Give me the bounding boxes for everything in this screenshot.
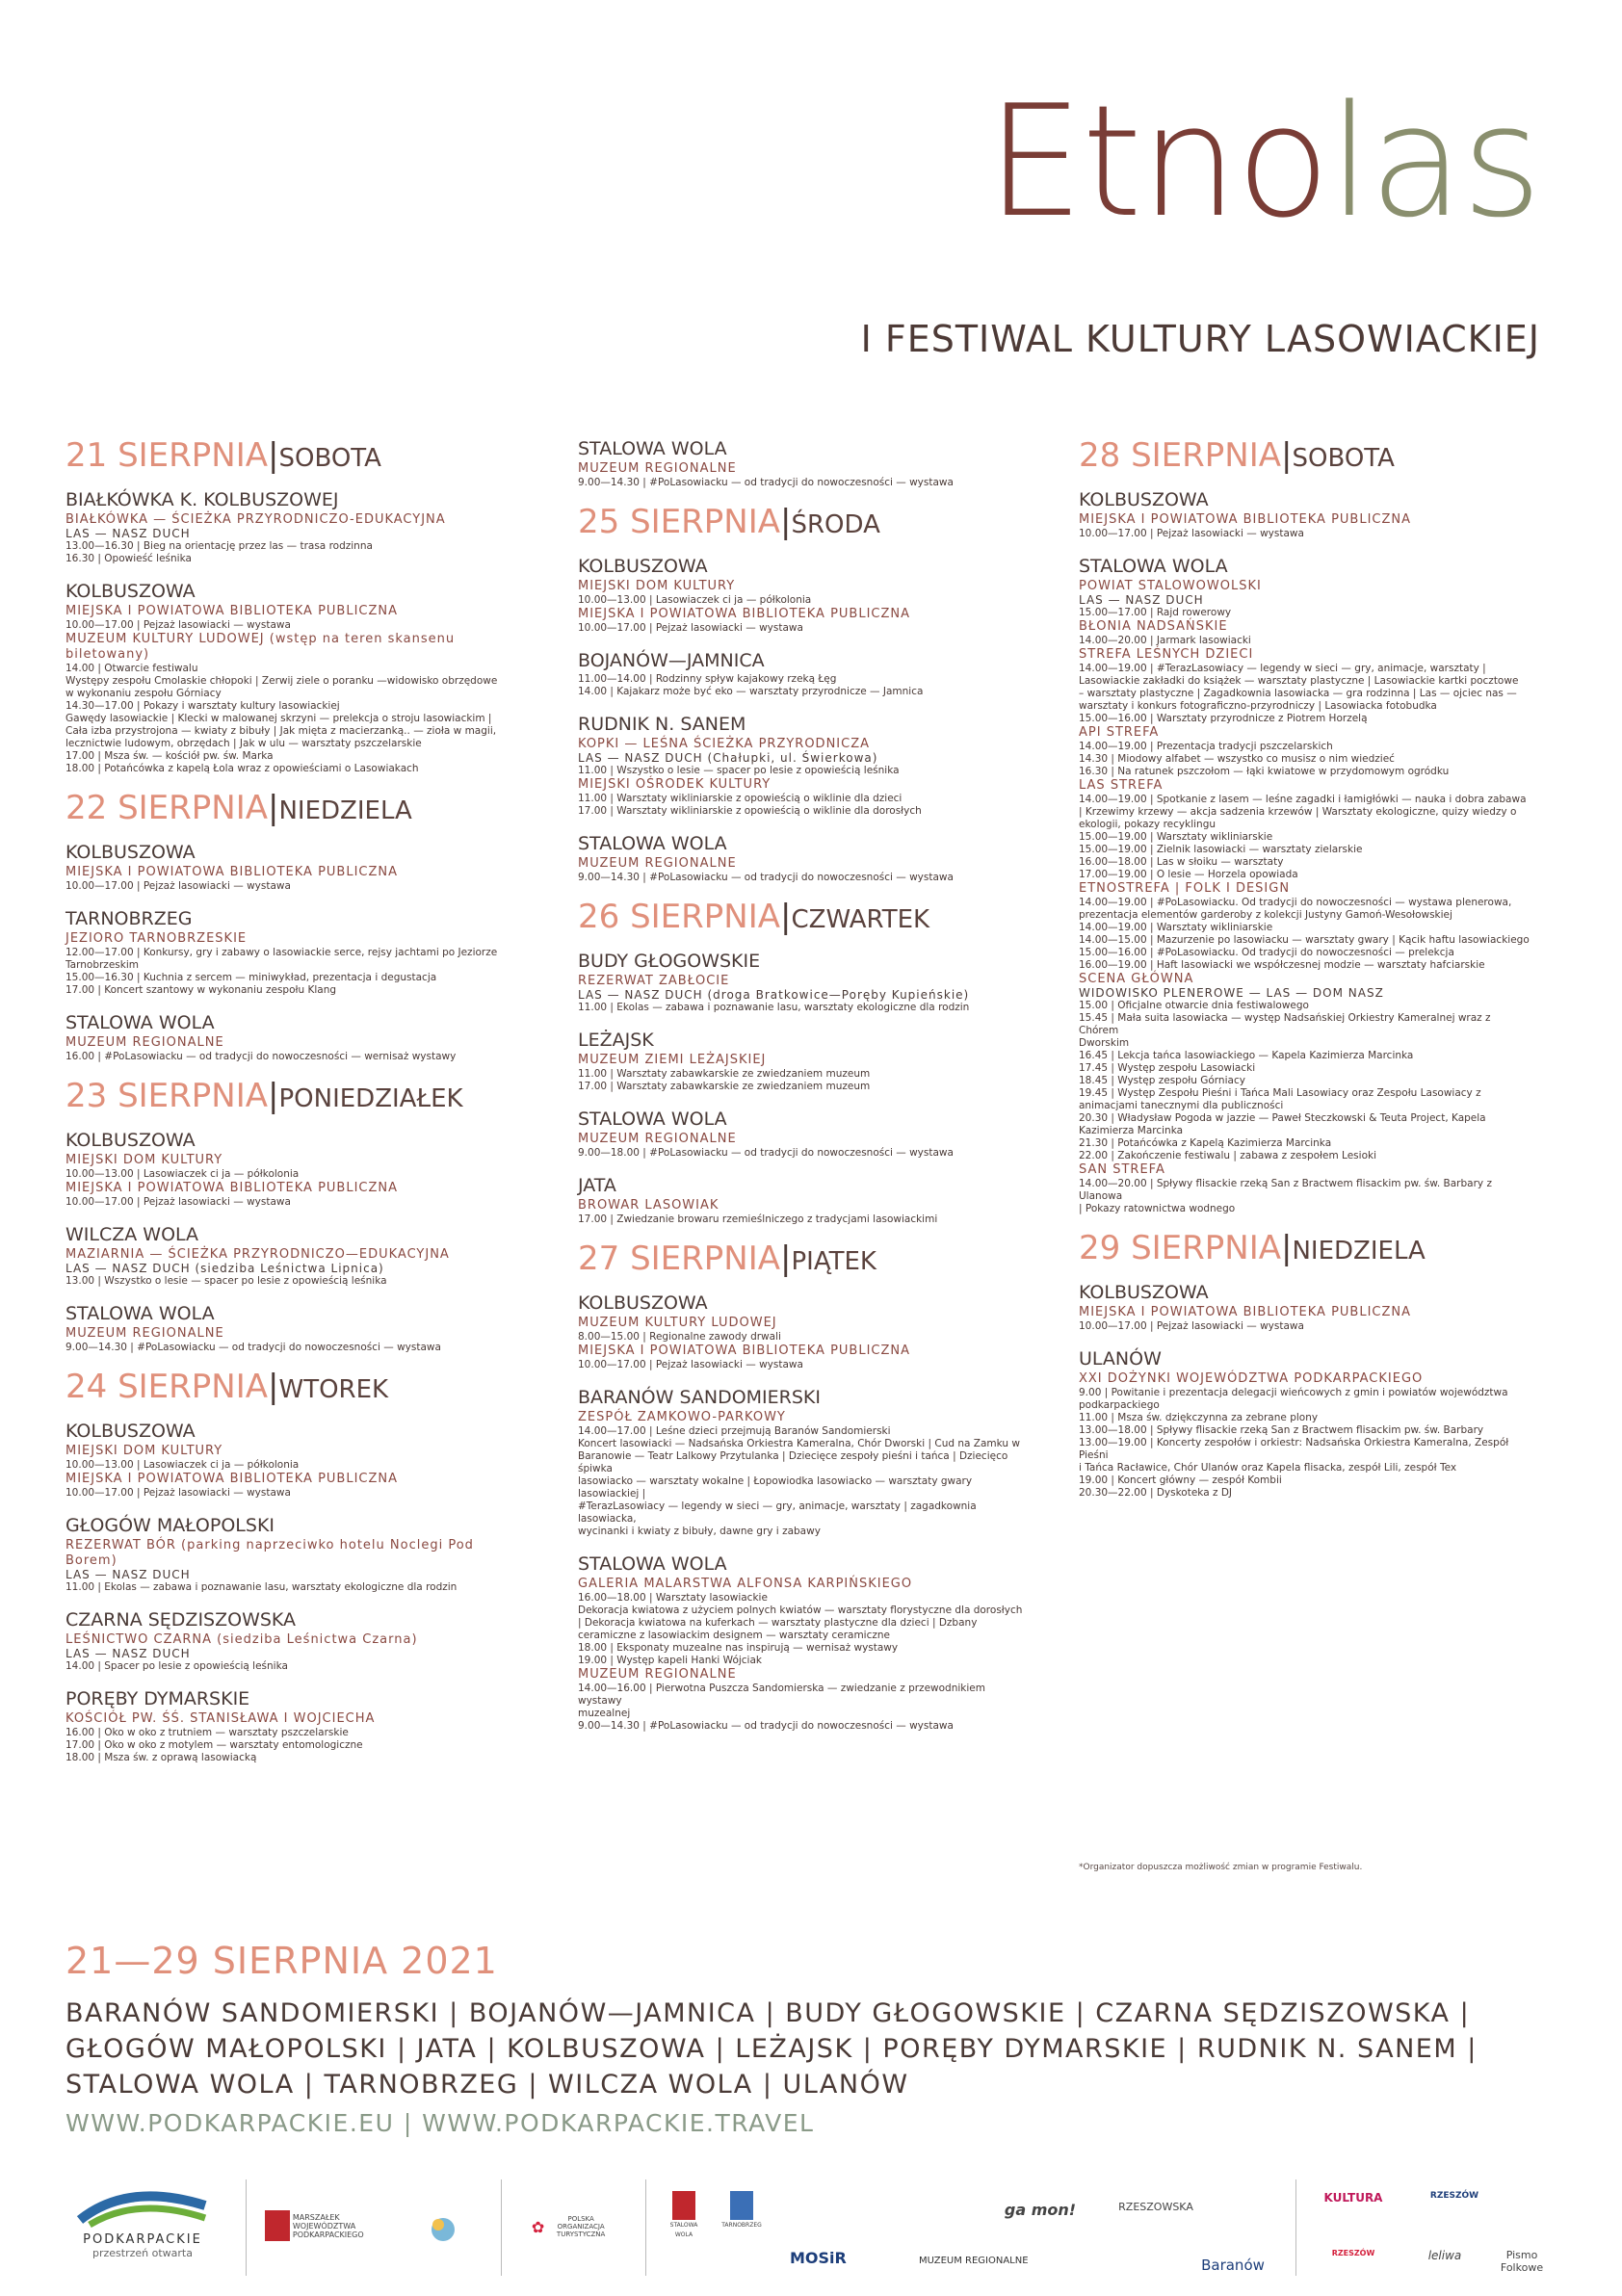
tvp-kultura-logo: KULTURA bbox=[1323, 2191, 1383, 2205]
program-line: 10.00—13.00 | Lasowiaczek ci ja — półkolonia bbox=[65, 1459, 300, 1471]
event-place bbox=[65, 489, 518, 565]
place-city: STALOWA WOLA bbox=[65, 1012, 215, 1033]
partner-logos-row bbox=[674, 2249, 1060, 2267]
place-city: STALOWA WOLA bbox=[578, 1109, 727, 1130]
place-city: GŁOGÓW MAŁOPOLSKI bbox=[65, 1515, 275, 1536]
logo-divider bbox=[645, 2179, 646, 2276]
event-place bbox=[65, 1421, 518, 1500]
logo-divider bbox=[501, 2179, 502, 2276]
schedule-column-1 bbox=[65, 438, 518, 1780]
program-line: 13.00—16.30 | Bieg na orientację przez las — trasa rodzinna bbox=[65, 540, 373, 552]
program-line: 11.00 | Warsztaty wikliniarskie z opowieścią o wiklinie dla dzieci bbox=[578, 793, 903, 804]
polska-icon: ✿ bbox=[531, 2217, 545, 2236]
muzeum-label: MUZEUM REGIONALNE bbox=[918, 2256, 1029, 2266]
event-place bbox=[578, 1387, 1031, 1538]
program-line: 13.00 | Wszystko o lesie — spacer po lesie z opowieścią leśnika bbox=[65, 1275, 387, 1287]
place-city: KOLBUSZOWA bbox=[65, 1130, 196, 1151]
program-line: 16.45 | Lekcja tańca lasowiackiego — Kapela Kazimierza Marcinka bbox=[1079, 1050, 1414, 1061]
program-line: lecznictwie ludowym, obrzędach | Jak w ulu — warsztaty pszczelarskie bbox=[65, 738, 422, 749]
program-line: 16.00—18.00 | Warsztaty lasowiackie bbox=[578, 1592, 768, 1604]
program-line: prezentacja elementów garderoby z kolekcji Justyny Gamoń-Wesołowskiej bbox=[1079, 909, 1452, 921]
place-city: CZARNA SĘDZISZOWSKA bbox=[65, 1609, 297, 1631]
pismo-folkowe-logo: Pismo Folkowe bbox=[1500, 2249, 1544, 2274]
program-line: Dekoracja kwiatowa z użyciem polnych kwiatów — warsztaty florystyczne dla dorosłych bbox=[578, 1605, 1023, 1616]
sponsor-logos bbox=[0, 2172, 1622, 2296]
event-place bbox=[65, 1515, 518, 1594]
place-venue: MIEJSKA I POWIATOWA BIBLIOTEKA PUBLICZNA bbox=[65, 1472, 399, 1486]
day-weekday: CZWARTEK bbox=[791, 905, 930, 934]
place-venue: MUZEUM REGIONALNE bbox=[578, 461, 737, 476]
place-venue: MUZEUM REGIONALNE bbox=[65, 1326, 224, 1341]
day-separator: | bbox=[268, 789, 279, 827]
event-place bbox=[578, 556, 1031, 635]
event-place bbox=[65, 581, 518, 775]
program-line: 10.00—17.00 | Pejzaż lasowiacki — wystawa bbox=[65, 619, 291, 631]
program-line: 16.30 | Na ratunek pszczołom — łąki kwiatowe w przydomowym ogródku bbox=[1079, 766, 1450, 777]
place-city: KOLBUSZOWA bbox=[578, 556, 708, 577]
event-place bbox=[578, 714, 1031, 818]
tarnobrzeg-logo bbox=[718, 2191, 766, 2230]
event-place bbox=[578, 833, 1031, 884]
event-place bbox=[65, 1012, 518, 1063]
program-line: LAS — NASZ DUCH bbox=[1079, 593, 1204, 607]
program-line: 17.45 | Występ zespołu Lasowiacki bbox=[1079, 1062, 1256, 1074]
day-separator: | bbox=[268, 436, 279, 475]
rzeszowska-logo bbox=[1108, 2201, 1204, 2213]
place-city: KOLBUSZOWA bbox=[65, 581, 196, 602]
program-line: 9.00—18.00 | #PoLasowiacku — od tradycji do nowoczesności — wystawa bbox=[578, 1147, 954, 1159]
day-heading bbox=[65, 791, 518, 828]
program-line: | Dekoracja kwiatowa na kuferkach — warsztaty plastyczne dla dzieci | Dzbany bbox=[578, 1617, 978, 1629]
day-heading bbox=[65, 438, 518, 476]
program-line: ekologii, pokazy recyklingu bbox=[1079, 819, 1216, 830]
festival-logo bbox=[986, 71, 1540, 251]
day-weekday: NIEDZIELA bbox=[1292, 1237, 1426, 1265]
program-line: 10.00—17.00 | Pejzaż lasowiacki — wystawa bbox=[65, 1487, 291, 1499]
event-place bbox=[65, 1224, 518, 1288]
program-line: 15.00—16.30 | Kuchnia z sercem — miniwykład, prezentacja i degustacja bbox=[65, 972, 437, 983]
program-line: 11.00 | Ekolas — zabawa i poznawanie lasu, warsztaty ekologiczne dla rodzin bbox=[65, 1581, 458, 1593]
program-line: 14.30 | Miodowy alfabet — wszystko co musisz o nim wiedzieć bbox=[1079, 753, 1395, 765]
place-city: KOLBUSZOWA bbox=[65, 842, 196, 863]
program-line: 9.00—14.30 | #PoLasowiacku — od tradycji do nowoczesności — wystawa bbox=[578, 872, 954, 883]
program-line: 10.00—17.00 | Pejzaż lasowiacki — wystawa bbox=[65, 1196, 291, 1208]
program-line: LAS — NASZ DUCH (Chałupki, ul. Świerkowa) bbox=[578, 751, 878, 765]
day-heading bbox=[578, 505, 1031, 542]
day-date: 22 SIERPNIA bbox=[65, 789, 269, 827]
place-venue: MIEJSKI DOM KULTURY bbox=[578, 579, 736, 593]
place-venue: ETNOSTREFA | FOLK I DESIGN bbox=[1079, 881, 1291, 896]
program-line: 14.00 | Kajakarz może być eko — warsztaty przyrodnicze — Jamnica bbox=[578, 686, 924, 697]
place-venue: MUZEUM REGIONALNE bbox=[578, 1667, 737, 1682]
place-venue: KOPKI — LEŚNA ŚCIEŻKA PRZYRODNICZA bbox=[578, 737, 871, 751]
program-line: 10.00—17.00 | Pejzaż lasowiacki — wystawa bbox=[578, 622, 803, 634]
program-line: Koncert lasowiacki — Nadsańska Orkiestra Kameralna, Chór Dworski | Cud na Zamku w bbox=[578, 1438, 1020, 1449]
program-line: LAS — NASZ DUCH bbox=[65, 1647, 191, 1660]
program-line: 15.00—16.00 | #PoLasowiacku. Od tradycji do nowoczesności — prelekcja bbox=[1079, 947, 1454, 958]
day-date: 28 SIERPNIA bbox=[1079, 436, 1282, 475]
program-line: 14.00—20.00 | Spływy flisackie rzeką San z Bractwem flisackim pw. św. Barbary z Ulanowa bbox=[1079, 1178, 1492, 1202]
marszalek-logo bbox=[265, 2210, 371, 2241]
place-venue: POWIAT STALOWOWOLSKI bbox=[1079, 579, 1262, 593]
place-venue: MIEJSKA I POWIATOWA BIBLIOTEKA PUBLICZNA bbox=[65, 1181, 399, 1195]
place-venue: MIEJSKA I POWIATOWA BIBLIOTEKA PUBLICZNA bbox=[578, 1344, 911, 1358]
place-city: PORĘBY DYMARSKIE bbox=[65, 1688, 250, 1709]
place-venue: STREFA LEŚNYCH DZIECI bbox=[1079, 647, 1254, 662]
podkarpacka-logo bbox=[405, 2210, 482, 2252]
day-heading bbox=[578, 900, 1031, 937]
program-line: 14.00—15.00 | Mazurzenie po lasowiacku — warsztaty gwary | Kącik haftu lasowiackiego bbox=[1079, 934, 1530, 946]
program-line: 16.00—19.00 | Haft lasowiacki we współczesnej modzie — warsztaty hafciarskie bbox=[1079, 959, 1485, 971]
day-separator: | bbox=[780, 898, 792, 936]
event-place bbox=[1079, 556, 1531, 1215]
program-line: 16.00 | #PoLasowiacku — od tradycji do nowoczesności — wernisaż wystawy bbox=[65, 1051, 457, 1062]
day-weekday: ŚRODA bbox=[791, 510, 880, 539]
program-line: 10.00—17.00 | Pejzaż lasowiacki — wystawa bbox=[1079, 528, 1304, 539]
program-line: 8.00—15.00 | Regionalne zawody drwali bbox=[578, 1331, 781, 1343]
place-venue: MUZEUM REGIONALNE bbox=[578, 1132, 737, 1146]
place-city: BUDY GŁOGOWSKIE bbox=[578, 951, 761, 972]
program-line: 18.45 | Występ zespołu Górniacy bbox=[1079, 1075, 1245, 1086]
program-line: 17.00—19.00 | O lesie — Horzela opowiada bbox=[1079, 869, 1298, 880]
baranow-logo: Baranów bbox=[1201, 2257, 1265, 2274]
program-line: 15.00—19.00 | Zielnik lasowiacki — warsztaty zielarskie bbox=[1079, 844, 1363, 855]
place-city: LEŻAJSK bbox=[578, 1030, 654, 1051]
place-city: STALOWA WOLA bbox=[1079, 556, 1228, 577]
program-line: 14.00—19.00 | Spotkanie z lasem — leśne zagadki i łamigłówki — nauka i dobra zabawa bbox=[1079, 794, 1527, 805]
place-city: KOLBUSZOWA bbox=[1079, 489, 1209, 510]
logo-divider bbox=[246, 2179, 247, 2276]
program-line: | Krzewimy krzewy — akcja sadzenia krzewów | Warsztaty ekologiczne, quizy wiedzy o bbox=[1079, 806, 1517, 818]
program-line: 19.00 | Występ kapeli Hanki Wójciak bbox=[578, 1655, 762, 1666]
program-line: LAS — NASZ DUCH bbox=[65, 527, 191, 540]
program-line: 20.30 | Władysław Pogoda w jazzie — Paweł Steczkowski & Teuta Project, Kapela bbox=[1079, 1112, 1486, 1124]
place-venue: MIEJSKA I POWIATOWA BIBLIOTEKA PUBLICZNA bbox=[65, 865, 399, 879]
place-venue: SAN STREFA bbox=[1079, 1162, 1165, 1177]
place-venue: ZESPÓŁ ZAMKOWO-PARKOWY bbox=[578, 1410, 786, 1424]
program-line: 19.45 | Występ Zespołu Pieśni i Tańca Mali Lasowiacy oraz Zespołu Lasowiacy z bbox=[1079, 1087, 1481, 1099]
place-venue: REZERWAT BÓR (parking naprzeciwko hotelu Noclegi Pod Borem) bbox=[65, 1538, 474, 1568]
day-heading bbox=[578, 1241, 1031, 1279]
place-venue: BŁONIA NADSAŃSKIE bbox=[1079, 619, 1228, 634]
place-venue: MIEJSKI DOM KULTURY bbox=[65, 1153, 223, 1167]
program-line: 16.00 | Oko w oko z trutniem — warsztaty pszczelarskie bbox=[65, 1727, 349, 1738]
place-city: JATA bbox=[578, 1175, 616, 1196]
place-venue: MIEJSKA I POWIATOWA BIBLIOTEKA PUBLICZNA bbox=[65, 604, 399, 618]
podkarpackie-sub: przestrzeń otwarta bbox=[92, 2247, 193, 2259]
program-line: 20.30—22.00 | Dyskoteka z DJ bbox=[1079, 1487, 1233, 1499]
program-line: 14.00—16.00 | Pierwotna Puszcza Sandomierska — zwiedzanie z przewodnikiem wystawy bbox=[578, 1683, 985, 1707]
coat-of-arms-icon bbox=[265, 2210, 290, 2241]
program-line: Cała izba przystrojona — kwiaty z bibuły | Jak mięta z macierzanką.. — zioła w magii, bbox=[65, 725, 497, 737]
program-line: 10.00—17.00 | Pejzaż lasowiacki — wystawa bbox=[65, 880, 291, 892]
day-weekday: SOBOTA bbox=[1292, 444, 1395, 473]
place-venue: MIEJSKA I POWIATOWA BIBLIOTEKA PUBLICZNA bbox=[578, 607, 911, 621]
program-line: 17.00 | Oko w oko z motylem — warsztaty entomologiczne bbox=[65, 1739, 363, 1751]
event-place bbox=[65, 1609, 518, 1673]
event-place bbox=[65, 1688, 518, 1764]
program-line: 11.00—14.00 | Rodzinny spływ kajakowy rzeką Łęg bbox=[578, 673, 837, 685]
podkarpackie-label: PODKARPACKIE bbox=[83, 2232, 202, 2247]
place-venue: BROWAR LASOWIAK bbox=[578, 1198, 719, 1213]
place-venue: MIEJSKA I POWIATOWA BIBLIOTEKA PUBLICZNA bbox=[1079, 1305, 1412, 1319]
program-line: 9.00—14.30 | #PoLasowiacku — od tradycji do nowoczesności — wystawa bbox=[578, 1720, 954, 1732]
day-heading bbox=[1079, 1231, 1531, 1268]
podkarpackie-logo-icon bbox=[70, 2181, 215, 2230]
program-line: 12.00—17.00 | Konkursy, gry i zabawy o lasowiackie serce, rejsy jachtami po Jeziorze bbox=[65, 947, 498, 958]
event-place bbox=[578, 650, 1031, 698]
website-links[interactable]: WWW.PODKARPACKIE.EU | WWW.PODKARPACKIE.TRAVEL bbox=[65, 2109, 815, 2137]
program-line: 11.00 | Wszystko o lesie — spacer po lesie z opowieścią leśnika bbox=[578, 765, 900, 776]
program-line: 14.30—17.00 | Pokazy i warsztaty kultury lasowiackiej bbox=[65, 700, 340, 712]
program-line: WIDOWISKO PLENEROWE — LAS — DOM NASZ bbox=[1079, 986, 1384, 1000]
radio-leliwa-logo: leliwa bbox=[1427, 2249, 1462, 2262]
place-city: STALOWA WOLA bbox=[65, 1303, 215, 1324]
podkarpackie-logo bbox=[65, 2181, 220, 2259]
program-line: wycinanki i kwiaty z bibuły, dawne gry i zabawy bbox=[578, 1526, 821, 1537]
day-date: 27 SIERPNIA bbox=[578, 1239, 781, 1278]
program-line: Występy zespołu Cmolaskie chłopoki | Zerwij ziele o poranku —widowisko obrzędowe bbox=[65, 675, 498, 687]
program-line: 16.00—18.00 | Las w słoiku — warsztaty bbox=[1079, 856, 1284, 868]
program-line: 11.00 | Warsztaty zabawkarskie ze zwiedzaniem muzeum bbox=[578, 1068, 871, 1080]
pot-label: POLSKA ORGANIZACJA TURYSTYCZNA bbox=[556, 2215, 606, 2238]
place-city: STALOWA WOLA bbox=[578, 438, 727, 459]
day-date: 23 SIERPNIA bbox=[65, 1077, 269, 1115]
crest-icon bbox=[672, 2191, 695, 2220]
program-line: 11.00 | Ekolas — zabawa i poznawanie lasu, warsztaty ekologiczne dla rodzin bbox=[578, 1002, 970, 1013]
tvp3-logo: RZESZÓW bbox=[1429, 2191, 1479, 2201]
program-line: 17.00 | Koncert szantowy w wykonaniu zespołu Klang bbox=[65, 984, 337, 996]
place-venue: BIAŁKÓWKA — ŚCIEŻKA PRZYRODNICZO-EDUKACYJNA bbox=[65, 512, 446, 527]
place-city: KOLBUSZOWA bbox=[578, 1292, 708, 1314]
day-heading bbox=[65, 1370, 518, 1407]
day-separator: | bbox=[268, 1368, 279, 1406]
rzeszowska-label: RZESZOWSKA bbox=[1118, 2201, 1193, 2213]
event-place bbox=[578, 1175, 1031, 1226]
program-line: 9.00—14.30 | #PoLasowiacku — od tradycji do nowoczesności — wystawa bbox=[65, 1342, 441, 1353]
program-line: – warsztaty plastyczne | Zagadkownia lasowiacka — gra rodzinna | Las — ojciec nas — bbox=[1079, 688, 1517, 699]
program-line: 19.00 | Koncert główny — zespół Kombii bbox=[1079, 1474, 1282, 1486]
program-line: 22.00 | Zakończenie festiwalu | zabawa z zespołem Lesioki bbox=[1079, 1150, 1376, 1161]
day-separator: | bbox=[1281, 1229, 1293, 1267]
program-line: LAS — NASZ DUCH bbox=[65, 1568, 191, 1581]
program-line: i Tańca Racławice, Chór Ulanów oraz Kapela flisacka, zespół Lili, zespół Tex bbox=[1079, 1462, 1457, 1474]
program-line: 11.00 | Msza św. dziękczynna za zebrane plony bbox=[1079, 1412, 1319, 1423]
tarnobrzeg-label: TARNOBRZEG bbox=[721, 2222, 762, 2229]
place-venue: MIEJSKA I POWIATOWA BIBLIOTEKA PUBLICZNA bbox=[1079, 512, 1412, 527]
program-line: 15.00—19.00 | Warsztaty wikliniarskie bbox=[1079, 831, 1273, 843]
event-place bbox=[1079, 489, 1531, 540]
program-line: 16.30 | Opowieść leśnika bbox=[65, 553, 192, 564]
day-separator: | bbox=[268, 1077, 279, 1115]
event-place bbox=[578, 438, 1031, 489]
day-date: 24 SIERPNIA bbox=[65, 1368, 269, 1406]
program-line: 18.00 | Eksponaty muzealne nas inspirują — wernisaż wystawy bbox=[578, 1642, 899, 1654]
event-place bbox=[1079, 1282, 1531, 1333]
place-city: STALOWA WOLA bbox=[578, 833, 727, 854]
place-venue: API STREFA bbox=[1079, 725, 1160, 740]
event-place bbox=[578, 1292, 1031, 1371]
organizer-note: *Organizator dopuszcza możliwość zmian w programie Festiwalu. bbox=[1079, 1863, 1363, 1872]
day-date: 21 SIERPNIA bbox=[65, 436, 269, 475]
program-line: warsztaty i konkurs fotograficzno-przyrodniczy | Lasowiacka fotobudka bbox=[1079, 700, 1437, 712]
place-city: BIAŁKÓWKA K. KOLBUSZOWEJ bbox=[65, 489, 339, 510]
event-place bbox=[65, 1303, 518, 1354]
program-line: w wykonaniu zespołu Górniacy bbox=[65, 688, 222, 699]
logo-part-1: Etno bbox=[986, 71, 1329, 251]
place-city: BOJANÓW—JAMNICA bbox=[578, 650, 765, 671]
program-line: 13.00—19.00 | Koncerty zespołów i orkiestr: Nadsańska Orkiestra Kameralna, Zespół Pieśni bbox=[1079, 1437, 1509, 1461]
program-line: 14.00—19.00 | Prezentacja tradycji pszczelarskich bbox=[1079, 741, 1333, 752]
place-city: KOLBUSZOWA bbox=[65, 1421, 196, 1442]
day-weekday: NIEDZIELA bbox=[278, 796, 412, 825]
day-weekday: PIĄTEK bbox=[791, 1247, 876, 1276]
day-weekday: WTOREK bbox=[278, 1375, 389, 1404]
pot-logo bbox=[520, 2215, 626, 2238]
program-line: 10.00—17.00 | Pejzaż lasowiacki — wystawa bbox=[578, 1359, 803, 1370]
day-heading bbox=[1079, 438, 1531, 476]
program-line: 10.00—13.00 | Lasowiaczek ci ja — półkolonia bbox=[65, 1168, 300, 1180]
program-line: 14.00 | Spacer po lesie z opowieścią leśnika bbox=[65, 1660, 288, 1672]
place-venue: MUZEUM REGIONALNE bbox=[578, 856, 737, 871]
program-line: LAS — NASZ DUCH (droga Bratkowice—Poręby Kupieńskie) bbox=[578, 988, 970, 1002]
day-heading bbox=[65, 1079, 518, 1116]
day-date: 26 SIERPNIA bbox=[578, 898, 781, 936]
program-line: ceramiczne z lasowiackim designem — warsztaty ceramiczne bbox=[578, 1630, 891, 1641]
logo-part-2: las bbox=[1328, 71, 1540, 251]
day-date: 29 SIERPNIA bbox=[1079, 1229, 1282, 1267]
program-line: Dworskim bbox=[1079, 1037, 1130, 1049]
stalowa-label: STALOWA WOLA bbox=[669, 2222, 698, 2238]
program-line: lasowiacko — warsztaty wokalne | Łopowiodka lasowiacko — warsztaty gwary lasowiackiej | bbox=[578, 1475, 973, 1500]
schedule-column-3 bbox=[1079, 438, 1531, 1515]
festival-dates: 21—29 SIERPNIA 2021 bbox=[65, 1940, 498, 1982]
program-line: 18.00 | Msza św. z oprawą lasowiacką bbox=[65, 1752, 257, 1763]
program-line: Lasowiackie zakładki do książek — warsztaty plastyczne | Lasowiackie kartki pocztowe bbox=[1079, 675, 1519, 687]
program-line: LAS — NASZ DUCH (siedziba Leśnictwa Lipnica) bbox=[65, 1262, 384, 1275]
program-line: 14.00—20.00 | Jarmark lasowiacki bbox=[1079, 635, 1251, 646]
place-city: STALOWA WOLA bbox=[578, 1553, 727, 1575]
program-line: muzealnej bbox=[578, 1708, 631, 1719]
place-city: ULANÓW bbox=[1079, 1348, 1162, 1370]
place-venue: LEŚNICTWO CZARNA (siedziba Leśnictwa Czarna) bbox=[65, 1632, 418, 1647]
event-place bbox=[578, 1553, 1031, 1733]
program-line: #TerazLasowiacy — legendy w sieci — gry, animacje, warsztaty | zagadkownia lasowiacka, bbox=[578, 1500, 977, 1525]
place-city: RUDNIK N. SANEM bbox=[578, 714, 746, 735]
place-venue: MUZEUM KULTURY LUDOWEJ (wstęp na teren skansenu biletowany) bbox=[65, 632, 456, 662]
place-venue: MUZEUM ZIEMI LEŻAJSKIEJ bbox=[578, 1053, 767, 1067]
flower-icon bbox=[419, 2210, 467, 2249]
program-line: 14.00 | Otwarcie festiwalu bbox=[65, 663, 198, 674]
program-line: 14.00—19.00 | Warsztaty wikliniarskie bbox=[1079, 922, 1273, 933]
program-line: 17.00 | Warsztaty wikliniarskie z opowieścią o wiklinie dla dorosłych bbox=[578, 805, 922, 817]
place-venue: MIEJSKI OŚRODEK KULTURY bbox=[578, 777, 772, 792]
program-line: animacjami tanecznymi dla publiczności bbox=[1079, 1100, 1284, 1111]
program-line: Gawędy lasowiackie | Klecki w malowanej skrzyni — prelekcja o stroju lasowiackim | bbox=[65, 713, 492, 724]
day-weekday: SOBOTA bbox=[278, 444, 381, 473]
program-line: 9.00 | Powitanie i prezentacja delegacji wieńcowych z gmin i powiatów województwa bbox=[1079, 1387, 1508, 1398]
stalowa-wola-logo bbox=[665, 2191, 703, 2239]
event-place bbox=[578, 951, 1031, 1014]
radio-rzeszow-logo: RZESZÓW bbox=[1331, 2249, 1375, 2257]
place-venue: REZERWAT ZABŁOCIE bbox=[578, 974, 730, 988]
program-line: Tarnobrzeskim bbox=[65, 959, 139, 971]
place-venue: XXI DOŻYNKI WOJEWÓDZTWA PODKARPACKIEGO bbox=[1079, 1371, 1424, 1386]
program-line: 9.00—14.30 | #PoLasowiacku — od tradycji do nowoczesności — wystawa bbox=[578, 477, 954, 488]
event-place bbox=[1079, 1348, 1531, 1500]
day-separator: | bbox=[780, 503, 792, 541]
festival-subtitle: I FESTIWAL KULTURY LASOWIACKIEJ bbox=[860, 318, 1540, 360]
place-city: WILCZA WOLA bbox=[65, 1224, 199, 1245]
program-line: 14.00—17.00 | Leśne dzieci przejmują Baranów Sandomierski bbox=[578, 1425, 891, 1437]
place-venue: MAZIARNIA — ŚCIEŻKA PRZYRODNICZO—EDUKACYJNA bbox=[65, 1247, 450, 1262]
logo-divider bbox=[1295, 2179, 1296, 2276]
place-city: BARANÓW SANDOMIERSKI bbox=[578, 1387, 821, 1408]
gamon-logo: ga mon! bbox=[1004, 2201, 1077, 2219]
schedule-column-2 bbox=[578, 438, 1031, 1748]
program-line: 21.30 | Potańcówka z Kapelą Kazimierza Marcinka bbox=[1079, 1137, 1332, 1149]
program-line: Baranowie — Teatr Lalkowy Przytulanka | Dziecięce zespoły pieśni i tańca | Dziecięco śpiwka bbox=[578, 1450, 1008, 1474]
event-place bbox=[578, 1109, 1031, 1160]
place-venue: KOŚCIÓŁ PW. ŚŚ. STANISŁAWA I WOJCIECHA bbox=[65, 1711, 376, 1726]
program-line: | Pokazy ratownictwa wodnego bbox=[1079, 1203, 1236, 1214]
event-place bbox=[65, 1130, 518, 1209]
place-city: KOLBUSZOWA bbox=[1079, 1282, 1209, 1303]
program-line: 17.00 | Msza św. — kościół pw. św. Marka bbox=[65, 750, 274, 762]
crest-icon bbox=[730, 2191, 753, 2220]
program-line: podkarpackiego bbox=[1079, 1399, 1160, 1411]
place-venue: LAS STREFA bbox=[1079, 778, 1164, 793]
program-line: 10.00—17.00 | Pejzaż lasowiacki — wystawa bbox=[1079, 1320, 1304, 1332]
place-venue: SCENA GŁÓWNA bbox=[1079, 972, 1194, 986]
place-city: TARNOBRZEG bbox=[65, 908, 193, 929]
place-venue: MIEJSKI DOM KULTURY bbox=[65, 1444, 223, 1458]
program-line: 15.45 | Mała suita lasowiacka — występ Nadsańskiej Orkiestry Kameralnej wraz z Chórem bbox=[1079, 1012, 1491, 1036]
program-line: 15.00—17.00 | Rajd rowerowy bbox=[1079, 607, 1232, 618]
day-weekday: PONIEDZIAŁEK bbox=[278, 1084, 463, 1113]
program-line: 14.00—19.00 | #PoLasowiacku. Od tradycji do nowoczesności — wystawa plenerowa, bbox=[1079, 897, 1512, 908]
program-line: 18.00 | Potańcówka z kapelą Łola wraz z opowieściami o Lasowiakach bbox=[65, 763, 419, 774]
towns-list: BARANÓW SANDOMIERSKI | BOJANÓW—JAMNICA | BUDY GŁOGOWSKIE | CZARNA SĘDZISZOWSKA | GŁOGÓW MAŁOPOLSKI | JATA | KOLBUSZOWA | LEŻAJSK | PORĘBY DYMARSKIE | RUDNIK N. SANEM | STALOWA WOLA | TARNOBRZEG | WILCZA WOLA | ULANÓW bbox=[65, 1998, 1478, 2100]
place-venue: MUZEUM REGIONALNE bbox=[65, 1035, 224, 1050]
program-line: 14.00—19.00 | #TerazLasowiacy — legendy w sieci — gry, animacje, warsztaty | bbox=[1079, 663, 1486, 674]
event-place bbox=[578, 1030, 1031, 1093]
day-separator: | bbox=[1281, 436, 1293, 475]
program-line: 17.00 | Warsztaty zabawkarskie ze zwiedzaniem muzeum bbox=[578, 1081, 871, 1092]
event-place bbox=[65, 908, 518, 997]
event-place bbox=[65, 842, 518, 893]
day-separator: | bbox=[780, 1239, 792, 1278]
place-venue: GALERIA MALARSTWA ALFONSA KARPIŃSKIEGO bbox=[578, 1577, 913, 1591]
place-venue: JEZIORO TARNOBRZESKIE bbox=[65, 931, 248, 946]
place-venue: MUZEUM KULTURY LUDOWEJ bbox=[578, 1316, 777, 1330]
marszalek-label: MARSZAŁEK WOJEWÓDZTWA PODKARPACKIEGO bbox=[292, 2212, 364, 2239]
program-line: 13.00—18.00 | Spływy flisackie rzeką San z Bractwem flisackim pw. św. Barbary bbox=[1079, 1424, 1484, 1436]
mosir-label: MOSiR bbox=[790, 2249, 847, 2267]
program-line: Kazimierza Marcinka bbox=[1079, 1125, 1184, 1136]
program-line: 17.00 | Zwiedzanie browaru rzemieślniczego z tradycjami lasowiackimi bbox=[578, 1213, 938, 1225]
program-line: 10.00—13.00 | Lasowiaczek ci ja — półkolonia bbox=[578, 594, 812, 606]
day-date: 25 SIERPNIA bbox=[578, 503, 781, 541]
program-line: 15.00—16.00 | Warsztaty przyrodnicze z Piotrem Horzelą bbox=[1079, 713, 1368, 724]
program-line: 15.00 | Oficjalne otwarcie dnia festiwalowego bbox=[1079, 1000, 1309, 1011]
